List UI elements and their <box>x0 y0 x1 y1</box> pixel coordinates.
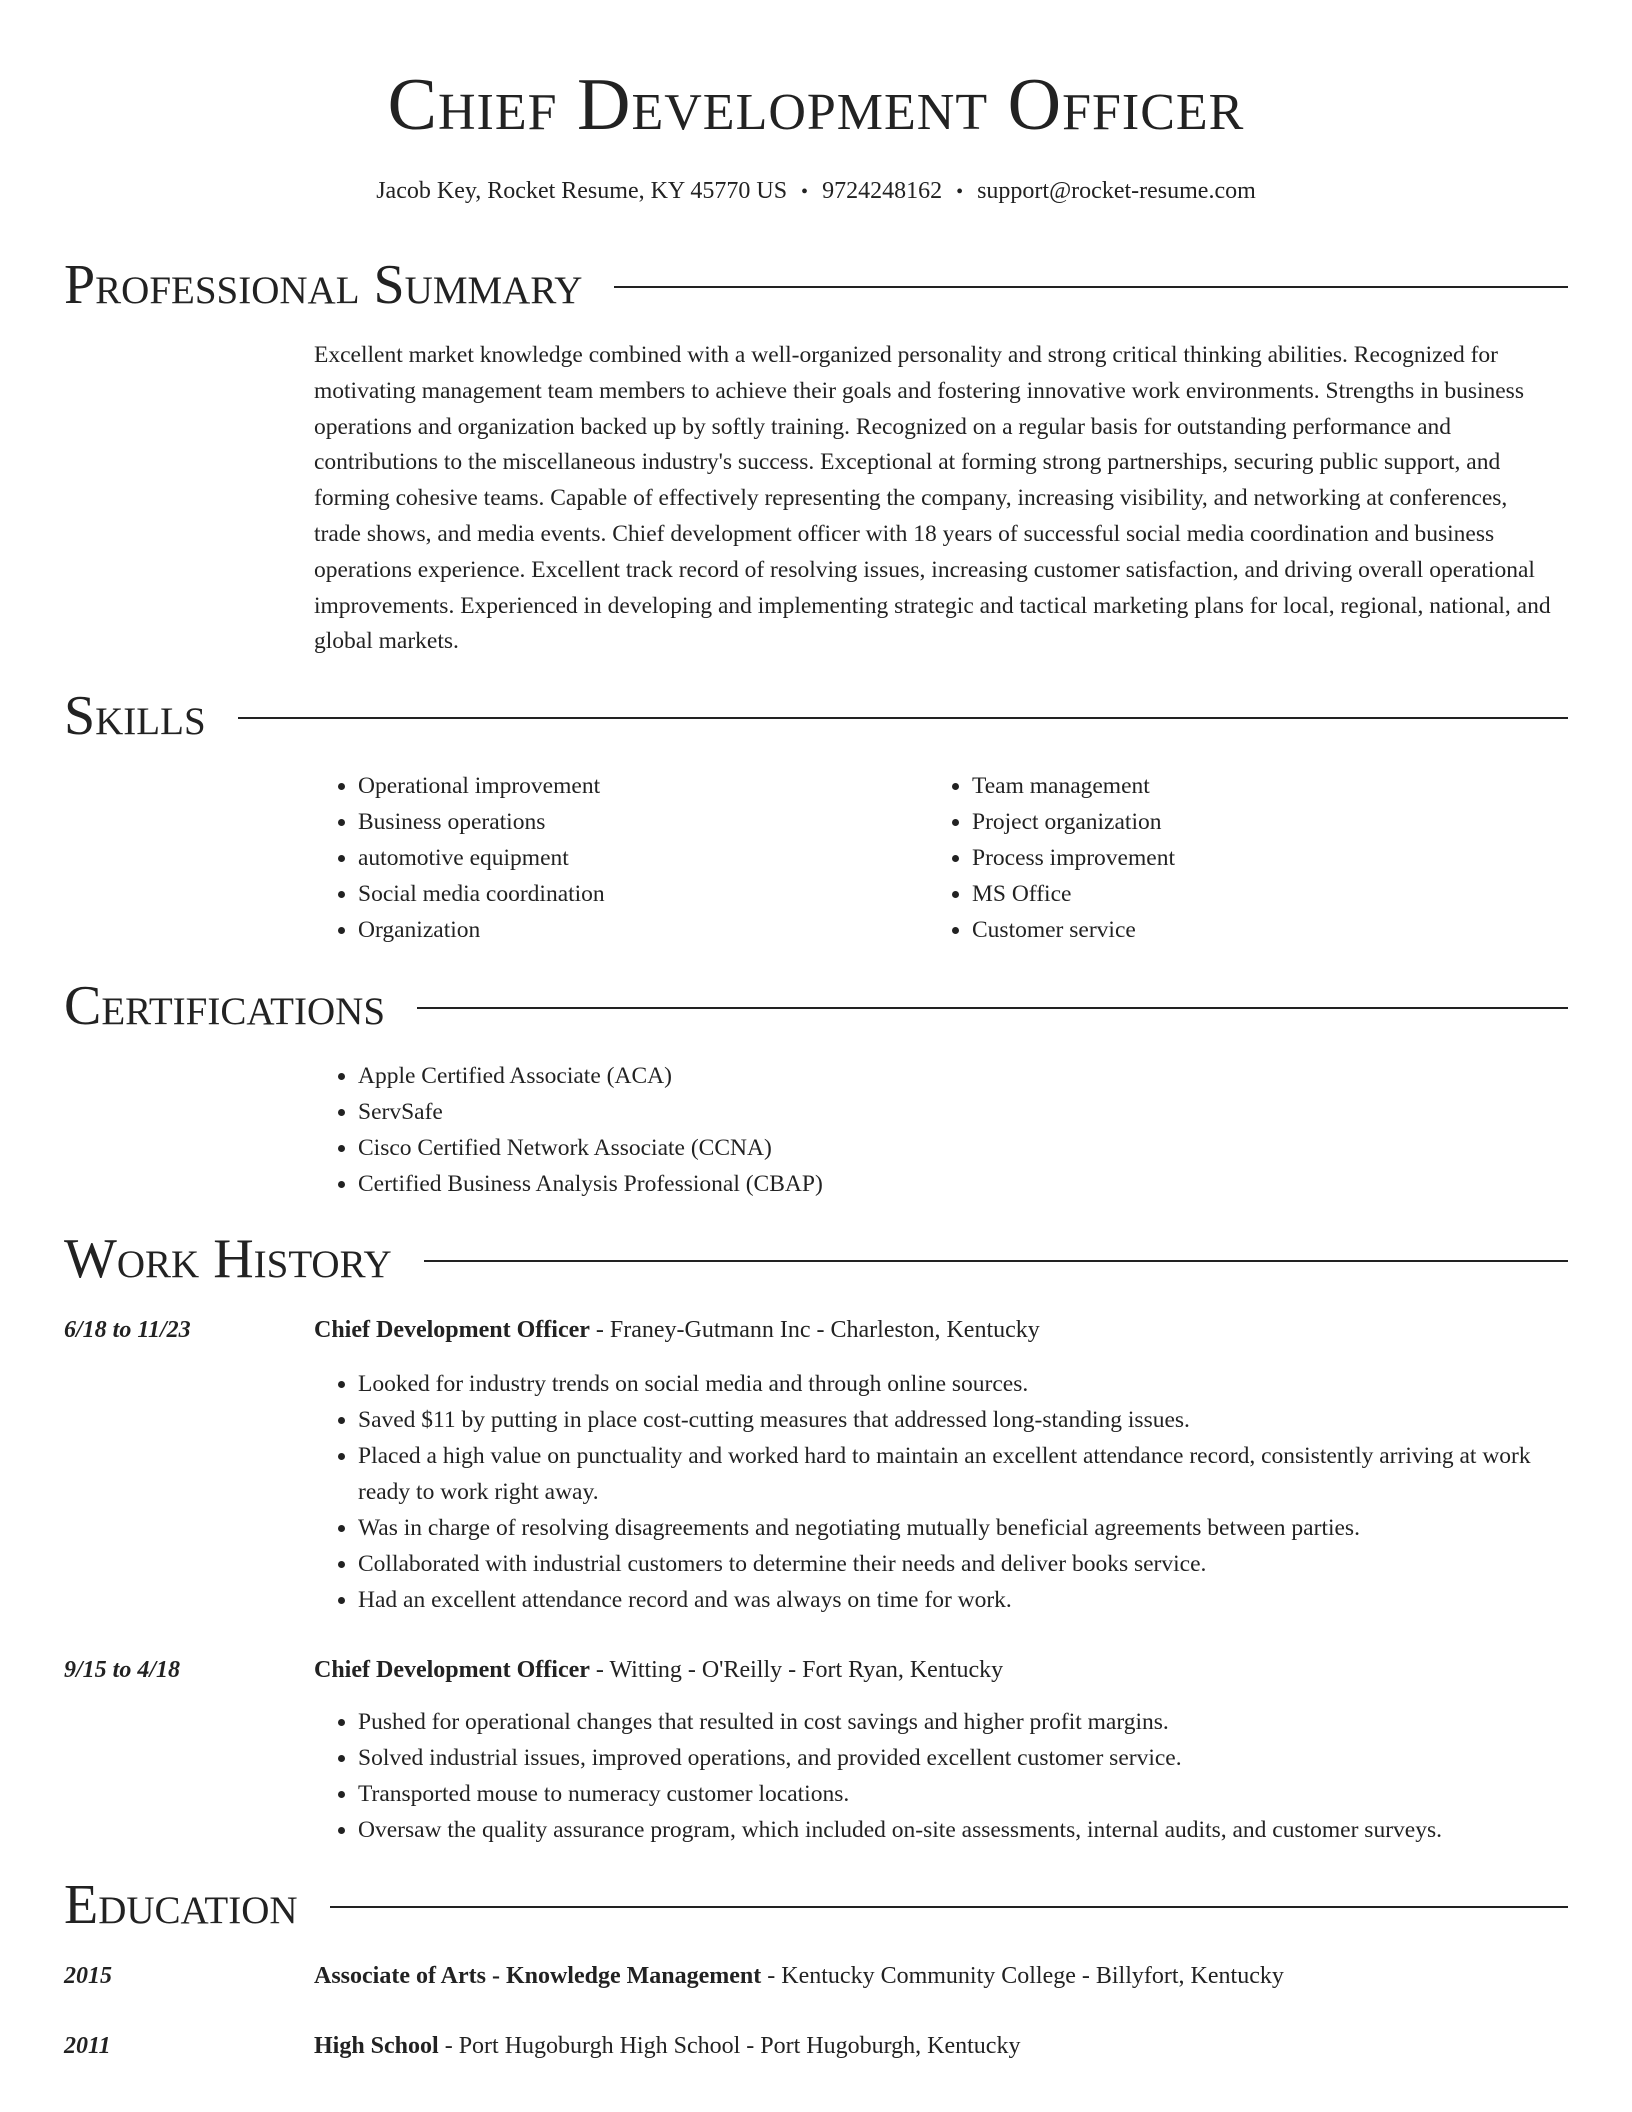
job-dates: 6/18 to 11/23 <box>64 1317 191 1343</box>
skill-item: • Process improvement <box>972 840 1528 876</box>
skills-left-column <box>314 768 914 948</box>
job-bullet: • Transported mouse to numeracy customer locations. <box>358 1776 1554 1812</box>
job-bullet: • Had an excellent attendance record and was always on time for work. <box>358 1582 1554 1618</box>
section-divider <box>330 1906 1568 1908</box>
education-degree: High School <box>314 2033 439 2059</box>
section-divider <box>238 717 1568 719</box>
job-bullet: • Looked for industry trends on social media and through online sources. <box>358 1366 1554 1402</box>
job-employer: - Franey-Gutmann Inc - Charleston, Kentucky <box>589 1317 1040 1343</box>
certification-item: • ServSafe <box>358 1094 1554 1130</box>
certifications-heading: Certifications <box>64 975 386 1037</box>
job-bullet: • Solved industrial issues, improved operations, and provided excellent customer service. <box>358 1740 1554 1776</box>
job-bullets <box>314 1366 1554 1618</box>
work-heading: Work History <box>64 1228 392 1290</box>
summary-text: Excellent market knowledge combined with a well-organized personality and strong critical thinking abilities. Recognized for motivating management team members to achieve their goals and fostering innovative work environments. Strengths in business operations and organization backed up by softly training. Recognized on a regular basis for outstanding performance and contributions to the miscellaneous industry's success. Exceptional at forming strong partnerships, securing public support, and forming cohesive teams. Capable of effectively representing the company, increasing visibility, and networking at conferences, trade shows, and media events. Chief development officer with 18 years of successful social media coordination and business operations experience. Excellent track record of resolving issues, increasing customer satisfaction, and driving overall operational improvements. Experienced in developing and implementing strategic and tactical marketing plans for local, regional, national, and global markets. <box>314 342 1551 655</box>
section-divider <box>417 1007 1568 1009</box>
education-school: - Kentucky Community College - Billyfort, Kentucky <box>761 1963 1284 1989</box>
resume-title: Chief Development Officer <box>387 64 1245 146</box>
job-bullet: • Was in charge of resolving disagreements and negotiating mutually beneficial agreements between parties. <box>358 1510 1554 1546</box>
skill-item: • MS Office <box>972 876 1528 912</box>
skills-right-column <box>928 768 1528 948</box>
contact-phone: 9724248162 <box>822 178 943 204</box>
job-bullet: • Saved $11 by putting in place cost-cutting measures that addressed long-standing issues. <box>358 1402 1554 1438</box>
job-employer: - Witting - O'Reilly - Fort Ryan, Kentucky <box>589 1657 1004 1683</box>
contact-address: Jacob Key, Rocket Resume, KY 45770 US <box>376 178 788 204</box>
section-divider <box>424 1260 1568 1262</box>
section-divider <box>614 286 1568 288</box>
contact-email: support@rocket-resume.com <box>977 178 1256 204</box>
summary-heading: Professional Summary <box>64 254 583 316</box>
certifications-list <box>314 1058 1554 1202</box>
skill-item: • Customer service <box>972 912 1528 948</box>
job-bullet: • Pushed for operational changes that resulted in cost savings and higher profit margins. <box>358 1704 1554 1740</box>
education-entry <box>314 2030 1020 2062</box>
job-bullet: • Placed a high value on punctuality and worked hard to maintain an excellent attendance record, consistently arriving at work ready to work right away. <box>358 1438 1554 1510</box>
skill-item: • Business operations <box>358 804 914 840</box>
skill-item: • Team management <box>972 768 1528 804</box>
summary-section-heading <box>64 254 1568 316</box>
skill-item: • Operational improvement <box>358 768 914 804</box>
certification-item: • Certified Business Analysis Professional (CBAP) <box>358 1166 1554 1202</box>
skills-section-heading <box>64 685 1568 747</box>
job-bullet: • Collaborated with industrial customers to determine their needs and deliver books service. <box>358 1546 1554 1582</box>
job-title: Chief Development Officer <box>314 1657 590 1683</box>
job-bullets <box>314 1704 1554 1848</box>
contact-separator: • <box>956 181 964 203</box>
job-bullet: • Oversaw the quality assurance program, which included on-site assessments, internal audits, and customer surveys. <box>358 1812 1554 1848</box>
contact-separator: • <box>801 181 809 203</box>
education-section-heading <box>64 1874 1568 1936</box>
education-degree: Associate of Arts - Knowledge Management <box>314 1963 762 1989</box>
certifications-section-heading <box>64 975 1568 1037</box>
education-heading: Education <box>64 1874 298 1936</box>
contact-line <box>0 176 1632 207</box>
skill-item: • Project organization <box>972 804 1528 840</box>
job-title: Chief Development Officer <box>314 1317 590 1343</box>
skill-item: • Social media coordination <box>358 876 914 912</box>
job-heading <box>314 1314 1040 1346</box>
education-year: 2011 <box>64 2033 111 2059</box>
skills-heading: Skills <box>64 685 206 747</box>
certification-item: • Apple Certified Associate (ACA) <box>358 1058 1554 1094</box>
work-section-heading <box>64 1228 1568 1290</box>
job-heading <box>314 1654 1003 1686</box>
education-entry <box>314 1960 1284 1992</box>
job-dates: 9/15 to 4/18 <box>64 1657 181 1683</box>
education-year: 2015 <box>64 1963 112 1989</box>
skill-item: • automotive equipment <box>358 840 914 876</box>
certification-item: • Cisco Certified Network Associate (CCNA) <box>358 1130 1554 1166</box>
education-school: - Port Hugoburgh High School - Port Hugoburgh, Kentucky <box>438 2033 1021 2059</box>
skill-item: • Organization <box>358 912 914 948</box>
